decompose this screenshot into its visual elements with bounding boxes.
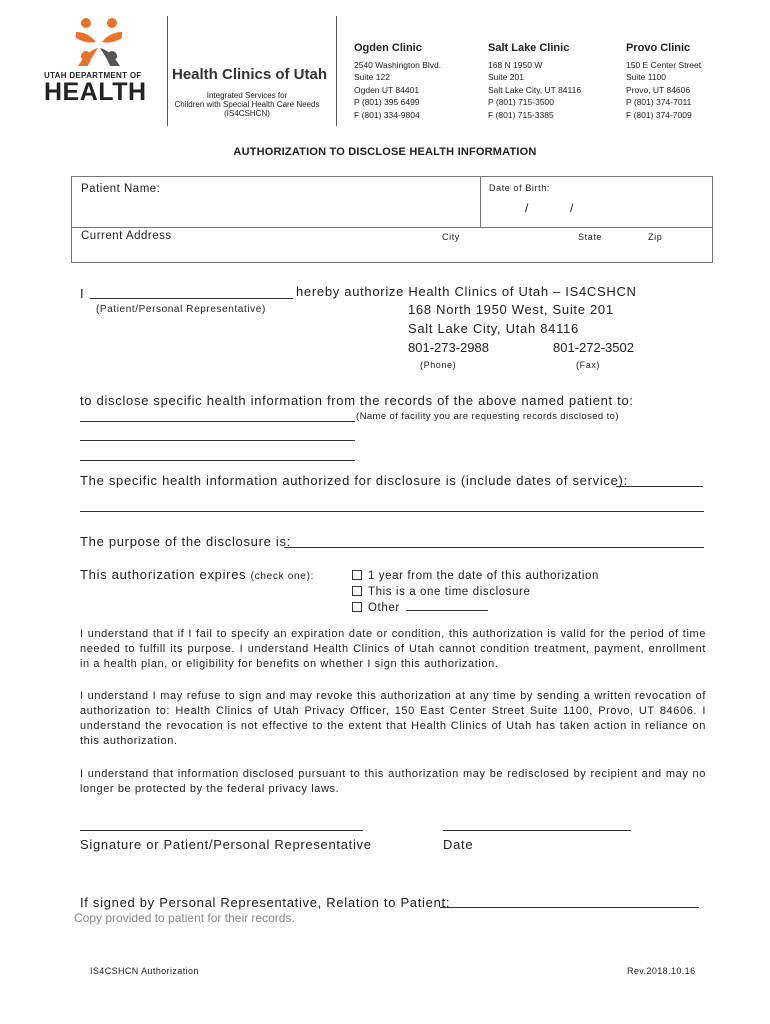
specific-info-line[interactable] [616, 486, 703, 487]
facility-address-line[interactable] [80, 440, 355, 441]
facility-name-line[interactable] [80, 421, 355, 422]
clinic-line: 168 N 1950 W [488, 59, 543, 70]
option-label: 1 year from the date of this authorization [368, 570, 600, 582]
paragraph-redisclosure: I understand that information disclosed pursuant to this authorization may be redisclosed by recipient and may no longer be protected by the federal privacy laws. [80, 768, 706, 795]
expires-label [80, 567, 314, 582]
checkbox-icon[interactable] [352, 570, 362, 580]
state-label: State [578, 232, 603, 242]
clinic-name: Ogden Clinic [354, 42, 422, 54]
fax-label: (Fax) [576, 360, 600, 370]
clinic-line: F (801) 334-9804 [354, 109, 420, 120]
expiration-options [352, 568, 599, 616]
city-label: City [442, 232, 460, 242]
relation-label: If signed by Personal Representative, Relation to Patient: [80, 895, 451, 910]
clinic-name: Provo Clinic [626, 42, 691, 54]
dept-main-text: HEALTH [44, 78, 147, 106]
phone-number: 801-273-2988 [408, 340, 489, 355]
paragraph-expiration: I understand that if I fail to specify an expiration date or condition, this authorization is valid for the period of time needed to fulfill its purpose. I understand Health Clinics of Utah cannot condition treatment, payment, enrollment in a health plan, or eligibility for benefits on whether I sign this authorization. [80, 628, 706, 670]
option-other[interactable] [352, 600, 599, 616]
clinic-line: 2540 Washington Blvd. [354, 59, 442, 70]
clinic-provo [626, 42, 726, 122]
check-one-text: (check one): [250, 571, 315, 582]
dob-label: Date of Birth: [489, 183, 550, 193]
footer-form-id: IS4CSHCN Authorization [90, 966, 199, 976]
health-logo [44, 16, 154, 106]
facility-address-line[interactable] [80, 460, 355, 461]
footer-revision: Rev.2018.10.16 [627, 966, 696, 976]
signature-line[interactable] [80, 830, 363, 831]
date-line[interactable] [443, 830, 631, 831]
authorize-text: hereby authorize Health Clinics of Utah – IS4CSHCN [296, 284, 637, 299]
dob-separator: / [570, 201, 574, 215]
clinic-line: 150 E Center Street [626, 59, 702, 70]
option-label: This is a one time disclosure [368, 586, 531, 598]
option-one-time[interactable] [352, 584, 599, 600]
i-label: I [80, 286, 85, 301]
tagline-3: (IS4CSHCN) [224, 109, 270, 118]
option-one-year[interactable] [352, 568, 599, 584]
paragraph-revocation: I understand I may refuse to sign and may revoke this authorization at any time by sending a written revocation of authorization to: Health Clinics of Utah Privacy Officer, 150 East Center Street Suite 1100, Provo, UT 84606. I understand the revocation is not effective to the extent that Health Clinics of Utah has taken action in reliance on this authorization. [80, 690, 706, 747]
facility-label: (Name of facility you are requesting records disclosed to) [356, 411, 619, 422]
expires-text: This authorization expires [80, 567, 247, 582]
relation-line[interactable] [440, 907, 699, 908]
clinic-line: Suite 1100 [626, 72, 667, 83]
disclose-text: to disclose specific health information from the records of the above named patient to: [80, 393, 634, 408]
copy-note: Copy provided to patient for their records. [74, 911, 295, 925]
tagline-2: Children with Special Health Care Needs [174, 100, 320, 109]
people-logo-icon [74, 16, 124, 68]
dept-top-text: UTAH DEPARTMENT OF [44, 71, 142, 80]
clinic-line: P (801) 715-3500 [488, 97, 555, 108]
purpose-line[interactable] [284, 547, 704, 548]
fax-number: 801-272-3502 [553, 340, 634, 355]
clinic-line: P (801) 374-7011 [626, 97, 692, 108]
form-title: AUTHORIZATION TO DISCLOSE HEALTH INFORMATION [233, 146, 537, 158]
address-field[interactable] [72, 228, 712, 262]
specific-info-line[interactable] [80, 511, 704, 512]
date-label: Date [443, 837, 474, 852]
patient-name-label: Patient Name: [81, 183, 161, 195]
logo-divider [167, 16, 168, 126]
checkbox-icon[interactable] [352, 602, 362, 612]
patient-info-box [71, 176, 713, 263]
patient-name-field[interactable] [72, 177, 481, 228]
phone-label: (Phone) [420, 360, 457, 370]
clinic-line: F (801) 715-3385 [488, 109, 554, 120]
address-line-2: Salt Lake City, Utah 84116 [408, 321, 579, 336]
authorizer-name-line[interactable] [90, 298, 293, 299]
other-line[interactable] [406, 600, 488, 611]
clinic-line: F (801) 374-7009 [626, 109, 692, 120]
signature-label: Signature or Patient/Personal Representative [80, 837, 372, 852]
clinic-ogden [354, 42, 474, 122]
address-label: Current Address [81, 230, 172, 242]
representative-label: (Patient/Personal Representative) [96, 304, 266, 315]
clinic-line: Salt Lake City, UT 84116 [488, 84, 582, 95]
program-name: Health Clinics of Utah [172, 66, 328, 83]
clinic-line: Provo, UT 84606 [626, 84, 691, 95]
clinic-salt-lake [488, 42, 608, 122]
zip-label: Zip [648, 232, 663, 242]
clinic-line: Suite 201 [488, 72, 524, 83]
dob-field[interactable] [481, 177, 712, 228]
option-label: Other [368, 602, 400, 614]
dob-separator: / [525, 201, 529, 215]
program-block [172, 66, 328, 118]
clinic-line: Ogden UT 84401 [354, 84, 420, 95]
tagline-1: Integrated Services for [206, 91, 288, 100]
specific-info-label: The specific health information authorized for disclosure is (include dates of service): [80, 473, 628, 488]
address-line-1: 168 North 1950 West, Suite 201 [408, 302, 614, 317]
header-divider [336, 16, 337, 126]
checkbox-icon[interactable] [352, 586, 362, 596]
purpose-label: The purpose of the disclosure is: [80, 534, 291, 549]
clinic-name: Salt Lake Clinic [488, 42, 570, 54]
clinic-line: Suite 122 [354, 72, 390, 83]
clinic-line: P (801) 395 6499 [354, 97, 420, 108]
